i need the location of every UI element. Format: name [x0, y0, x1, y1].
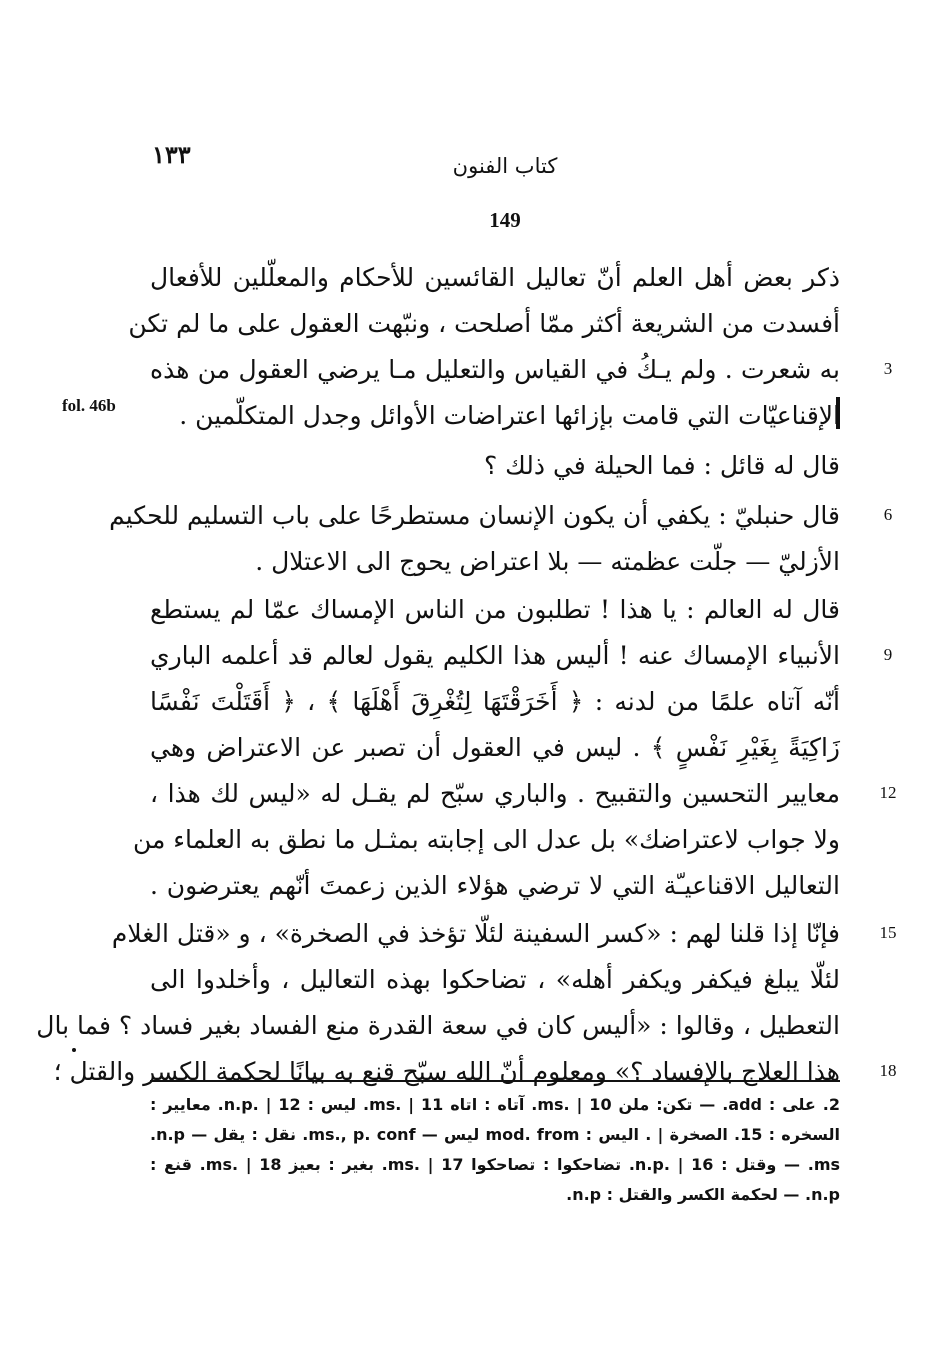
footnote-line: ms. — وقتل : n.p. | 16. تضاحكوا : تصاحكوا ms. | 17. بغير : بعيز ms. | 18. قنع : — [150, 1155, 841, 1174]
section-number: 149 — [489, 208, 521, 232]
footnote-rule — [150, 1080, 840, 1082]
text-line: أنّه آتاه علمًا من لدنه : ﴿ أَخَرَقْتَهَا لِتُغْرِقَ أَهْلَهَا ﴾ ، ﴿ أَقَتَلْتَ نَفْسًا — [150, 687, 840, 716]
text-line: زَاكِيَةً بِغَيْرِ نَفْسٍ ﴾ . ليس في العقول أن تصبر عن الاعتراض وهي — [150, 733, 840, 762]
footnote-line: 2. على : add. — تكن: ملن ms. | 10. آتاه : اتاه ms. | 11. ليس : n.p. | 12. معايير : — [150, 1095, 841, 1114]
line-number: 6 — [883, 505, 893, 524]
page-number: ١٣٣ — [152, 140, 191, 169]
line-number: 9 — [883, 645, 893, 664]
footnote-line: السخره : 15. الصخرة | . اليس : mod. from ليس — ms., p. conf. نقل : يقل — n.p. — [150, 1125, 841, 1144]
text-line: الأزليّ — جلّت عظمته — بلا اعتراض يحوج الى الاعتلال . — [255, 547, 840, 576]
text-line: فإنّا إذا قلنا لهم : «كسر السفينة لئلّا تؤخذ في الصخرة» ، و «قتل الغلام — [111, 919, 840, 948]
text-line: ذكر بعض أهل العلم أنّ تعاليل القائسين للأحكام والمعلّلين للأفعال — [150, 263, 840, 292]
text-line: قال له قائل : فما الحيلة في ذلك ؟ — [483, 451, 840, 480]
line-number: 15 — [879, 923, 897, 942]
line-number: 18 — [879, 1061, 897, 1080]
line-number: 12 — [879, 783, 897, 802]
footnote-line: n.p. — لحكمة الكسر والقتل : n.p. — [566, 1185, 840, 1204]
text-line: معايير التحسين والتقبيح . والباري سبّح لم يقـل له «ليس لك هذا ، — [150, 779, 840, 808]
text-line: الإقناعيّات التي قامت بإزائها اعتراضات الأوائل وجدل المتكلّمين . — [179, 401, 840, 430]
text-line: أفسدت من الشريعة أكثر ممّا أصلحت ، ونبّهت العقول على ما لم تكن — [128, 309, 840, 338]
margin-dot — [72, 1048, 76, 1052]
text-line: لئلّا يبلغ فيكفر ويكفر أهله» ، تضاحكوا بهذه التعاليل ، وأخلدوا الى — [150, 965, 840, 994]
text-line: الأنبياء الإمساك عنه ! أليس هذا الكليم يقول لعالم قد أعلمه الباري — [150, 641, 840, 670]
text-line: التعاليل الاقناعيـّة التي لا ترضي هؤلاء الذين زعمتَ أنّهم يعترضون . — [150, 871, 840, 900]
folio-marker: fol. 46b — [62, 396, 116, 415]
text-line: التعطيل ، وقالوا : «أليس كان في سعة القدرة منع الفساد بغير فساد ؟ فما بال — [36, 1011, 840, 1040]
text-line: به شعرت . ولم يـكُ في القياس والتعليل مـا يرضي العقول من هذه — [150, 355, 840, 384]
running-title: كتاب الفنون — [452, 154, 558, 178]
text-line: قال له العالم : يا هذا ! تطلبون من الناس الإمساك عمّا لم يستطع — [150, 595, 840, 624]
line-number: 3 — [883, 359, 893, 378]
text-line: ولا جواب لاعتراضك» بل عدل الى إجابته بمثـل ما نطق به العلماء من — [132, 825, 840, 854]
text-line: هذا العلاج بالإفساد ؟» ومعلوم أنّ الله سبّح قنع به بيانًا لحكمة الكسر والقتل ؛ — [53, 1057, 840, 1086]
text-line: قال حنبليّ : يكفي أن يكون الإنسان مستطرحًا على باب التسليم للحكيم — [109, 501, 840, 530]
